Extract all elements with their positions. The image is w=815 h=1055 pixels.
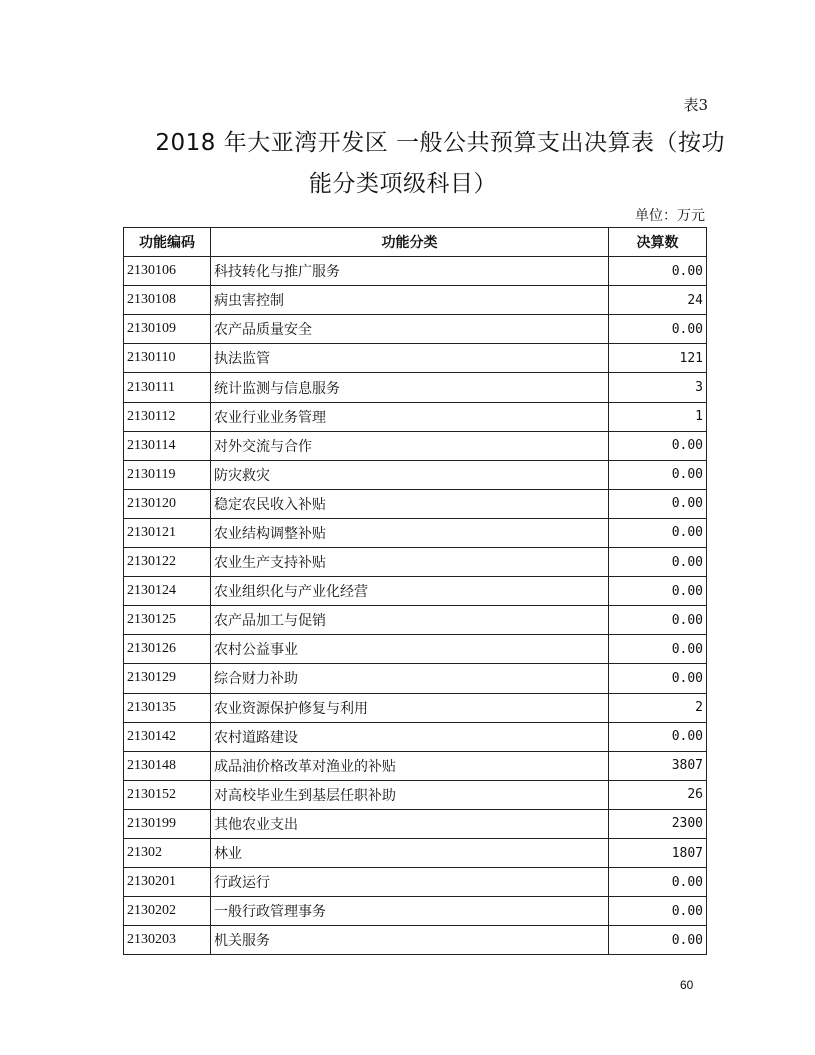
row-category: 对外交流与合作 xyxy=(211,431,609,460)
row-amount: 1 xyxy=(609,402,707,431)
row-code: 2130119 xyxy=(124,460,211,489)
table-row xyxy=(124,606,707,635)
row-category: 统计监测与信息服务 xyxy=(211,373,609,402)
table-header-row xyxy=(124,228,707,257)
row-amount: 0.00 xyxy=(609,315,707,344)
row-amount: 0.00 xyxy=(609,257,707,286)
table-row xyxy=(124,460,707,489)
row-amount: 0.00 xyxy=(609,489,707,518)
row-category: 执法监管 xyxy=(211,344,609,373)
row-amount: 0.00 xyxy=(609,926,707,955)
row-amount: 0.00 xyxy=(609,635,707,664)
row-code: 2130106 xyxy=(124,257,211,286)
table-row xyxy=(124,897,707,926)
table-row xyxy=(124,868,707,897)
row-category: 农业结构调整补贴 xyxy=(211,518,609,547)
row-amount: 0.00 xyxy=(609,897,707,926)
row-amount: 0.00 xyxy=(609,518,707,547)
row-category: 病虫害控制 xyxy=(211,286,609,315)
row-code: 2130148 xyxy=(124,751,211,780)
row-amount: 0.00 xyxy=(609,577,707,606)
header-category: 功能分类 xyxy=(211,228,609,257)
row-amount: 3807 xyxy=(609,751,707,780)
row-category: 对高校毕业生到基层任职补助 xyxy=(211,780,609,809)
header-amount: 决算数 xyxy=(609,228,707,257)
row-code: 2130129 xyxy=(124,664,211,693)
table-row xyxy=(124,926,707,955)
table-row xyxy=(124,693,707,722)
table-row xyxy=(124,751,707,780)
row-code: 2130124 xyxy=(124,577,211,606)
row-code: 2130142 xyxy=(124,722,211,751)
table-row xyxy=(124,431,707,460)
row-code: 2130126 xyxy=(124,635,211,664)
row-amount: 0.00 xyxy=(609,431,707,460)
row-category: 防灾救灾 xyxy=(211,460,609,489)
table-row xyxy=(124,838,707,867)
page-number: 60 xyxy=(680,978,694,992)
table-row xyxy=(124,518,707,547)
row-category: 行政运行 xyxy=(211,868,609,897)
row-category: 科技转化与推广服务 xyxy=(211,257,609,286)
document-title: 2018 年大亚湾开发区 一般公共预算支出决算表（按功 xyxy=(155,130,725,156)
table-row xyxy=(124,373,707,402)
row-code: 2130201 xyxy=(124,868,211,897)
row-code: 2130122 xyxy=(124,548,211,577)
table-label: 表3 xyxy=(683,96,708,114)
row-category: 农业资源保护修复与利用 xyxy=(211,693,609,722)
row-amount: 0.00 xyxy=(609,722,707,751)
row-category: 一般行政管理事务 xyxy=(211,897,609,926)
row-category: 成品油价格改革对渔业的补贴 xyxy=(211,751,609,780)
row-code: 2130110 xyxy=(124,344,211,373)
row-amount: 0.00 xyxy=(609,606,707,635)
table-row xyxy=(124,577,707,606)
header-code: 功能编码 xyxy=(124,228,211,257)
row-category: 其他农业支出 xyxy=(211,809,609,838)
row-code: 2130203 xyxy=(124,926,211,955)
row-amount: 0.00 xyxy=(609,460,707,489)
document-title-continued: 能分类项级科目） xyxy=(309,171,497,197)
table-row xyxy=(124,402,707,431)
row-category: 农村道路建设 xyxy=(211,722,609,751)
row-category: 机关服务 xyxy=(211,926,609,955)
row-category: 农产品质量安全 xyxy=(211,315,609,344)
row-amount: 0.00 xyxy=(609,868,707,897)
row-amount: 2300 xyxy=(609,809,707,838)
row-category: 农村公益事业 xyxy=(211,635,609,664)
row-code: 2130199 xyxy=(124,809,211,838)
row-code: 2130112 xyxy=(124,402,211,431)
unit-label: 单位：万元 xyxy=(635,208,705,224)
row-category: 农产品加工与促销 xyxy=(211,606,609,635)
row-code: 2130109 xyxy=(124,315,211,344)
row-category: 综合财力补助 xyxy=(211,664,609,693)
row-amount: 0.00 xyxy=(609,664,707,693)
row-code: 2130202 xyxy=(124,897,211,926)
row-code: 2130125 xyxy=(124,606,211,635)
row-amount: 1807 xyxy=(609,838,707,867)
budget-table xyxy=(123,227,707,955)
table-row xyxy=(124,664,707,693)
table-row xyxy=(124,315,707,344)
row-category: 农业生产支持补贴 xyxy=(211,548,609,577)
row-amount: 0.00 xyxy=(609,548,707,577)
table-row xyxy=(124,344,707,373)
row-amount: 3 xyxy=(609,373,707,402)
row-code: 2130114 xyxy=(124,431,211,460)
row-category: 林业 xyxy=(211,838,609,867)
row-category: 稳定农民收入补贴 xyxy=(211,489,609,518)
table-row xyxy=(124,548,707,577)
row-code: 21302 xyxy=(124,838,211,867)
table-row xyxy=(124,635,707,664)
table-row xyxy=(124,780,707,809)
row-amount: 121 xyxy=(609,344,707,373)
table-row xyxy=(124,809,707,838)
row-code: 2130152 xyxy=(124,780,211,809)
table-row xyxy=(124,489,707,518)
row-code: 2130135 xyxy=(124,693,211,722)
row-code: 2130121 xyxy=(124,518,211,547)
row-category: 农业组织化与产业化经营 xyxy=(211,577,609,606)
row-code: 2130108 xyxy=(124,286,211,315)
table-row xyxy=(124,286,707,315)
row-amount: 26 xyxy=(609,780,707,809)
table-row xyxy=(124,257,707,286)
table-row xyxy=(124,722,707,751)
row-amount: 24 xyxy=(609,286,707,315)
row-code: 2130111 xyxy=(124,373,211,402)
row-code: 2130120 xyxy=(124,489,211,518)
row-category: 农业行业业务管理 xyxy=(211,402,609,431)
row-amount: 2 xyxy=(609,693,707,722)
